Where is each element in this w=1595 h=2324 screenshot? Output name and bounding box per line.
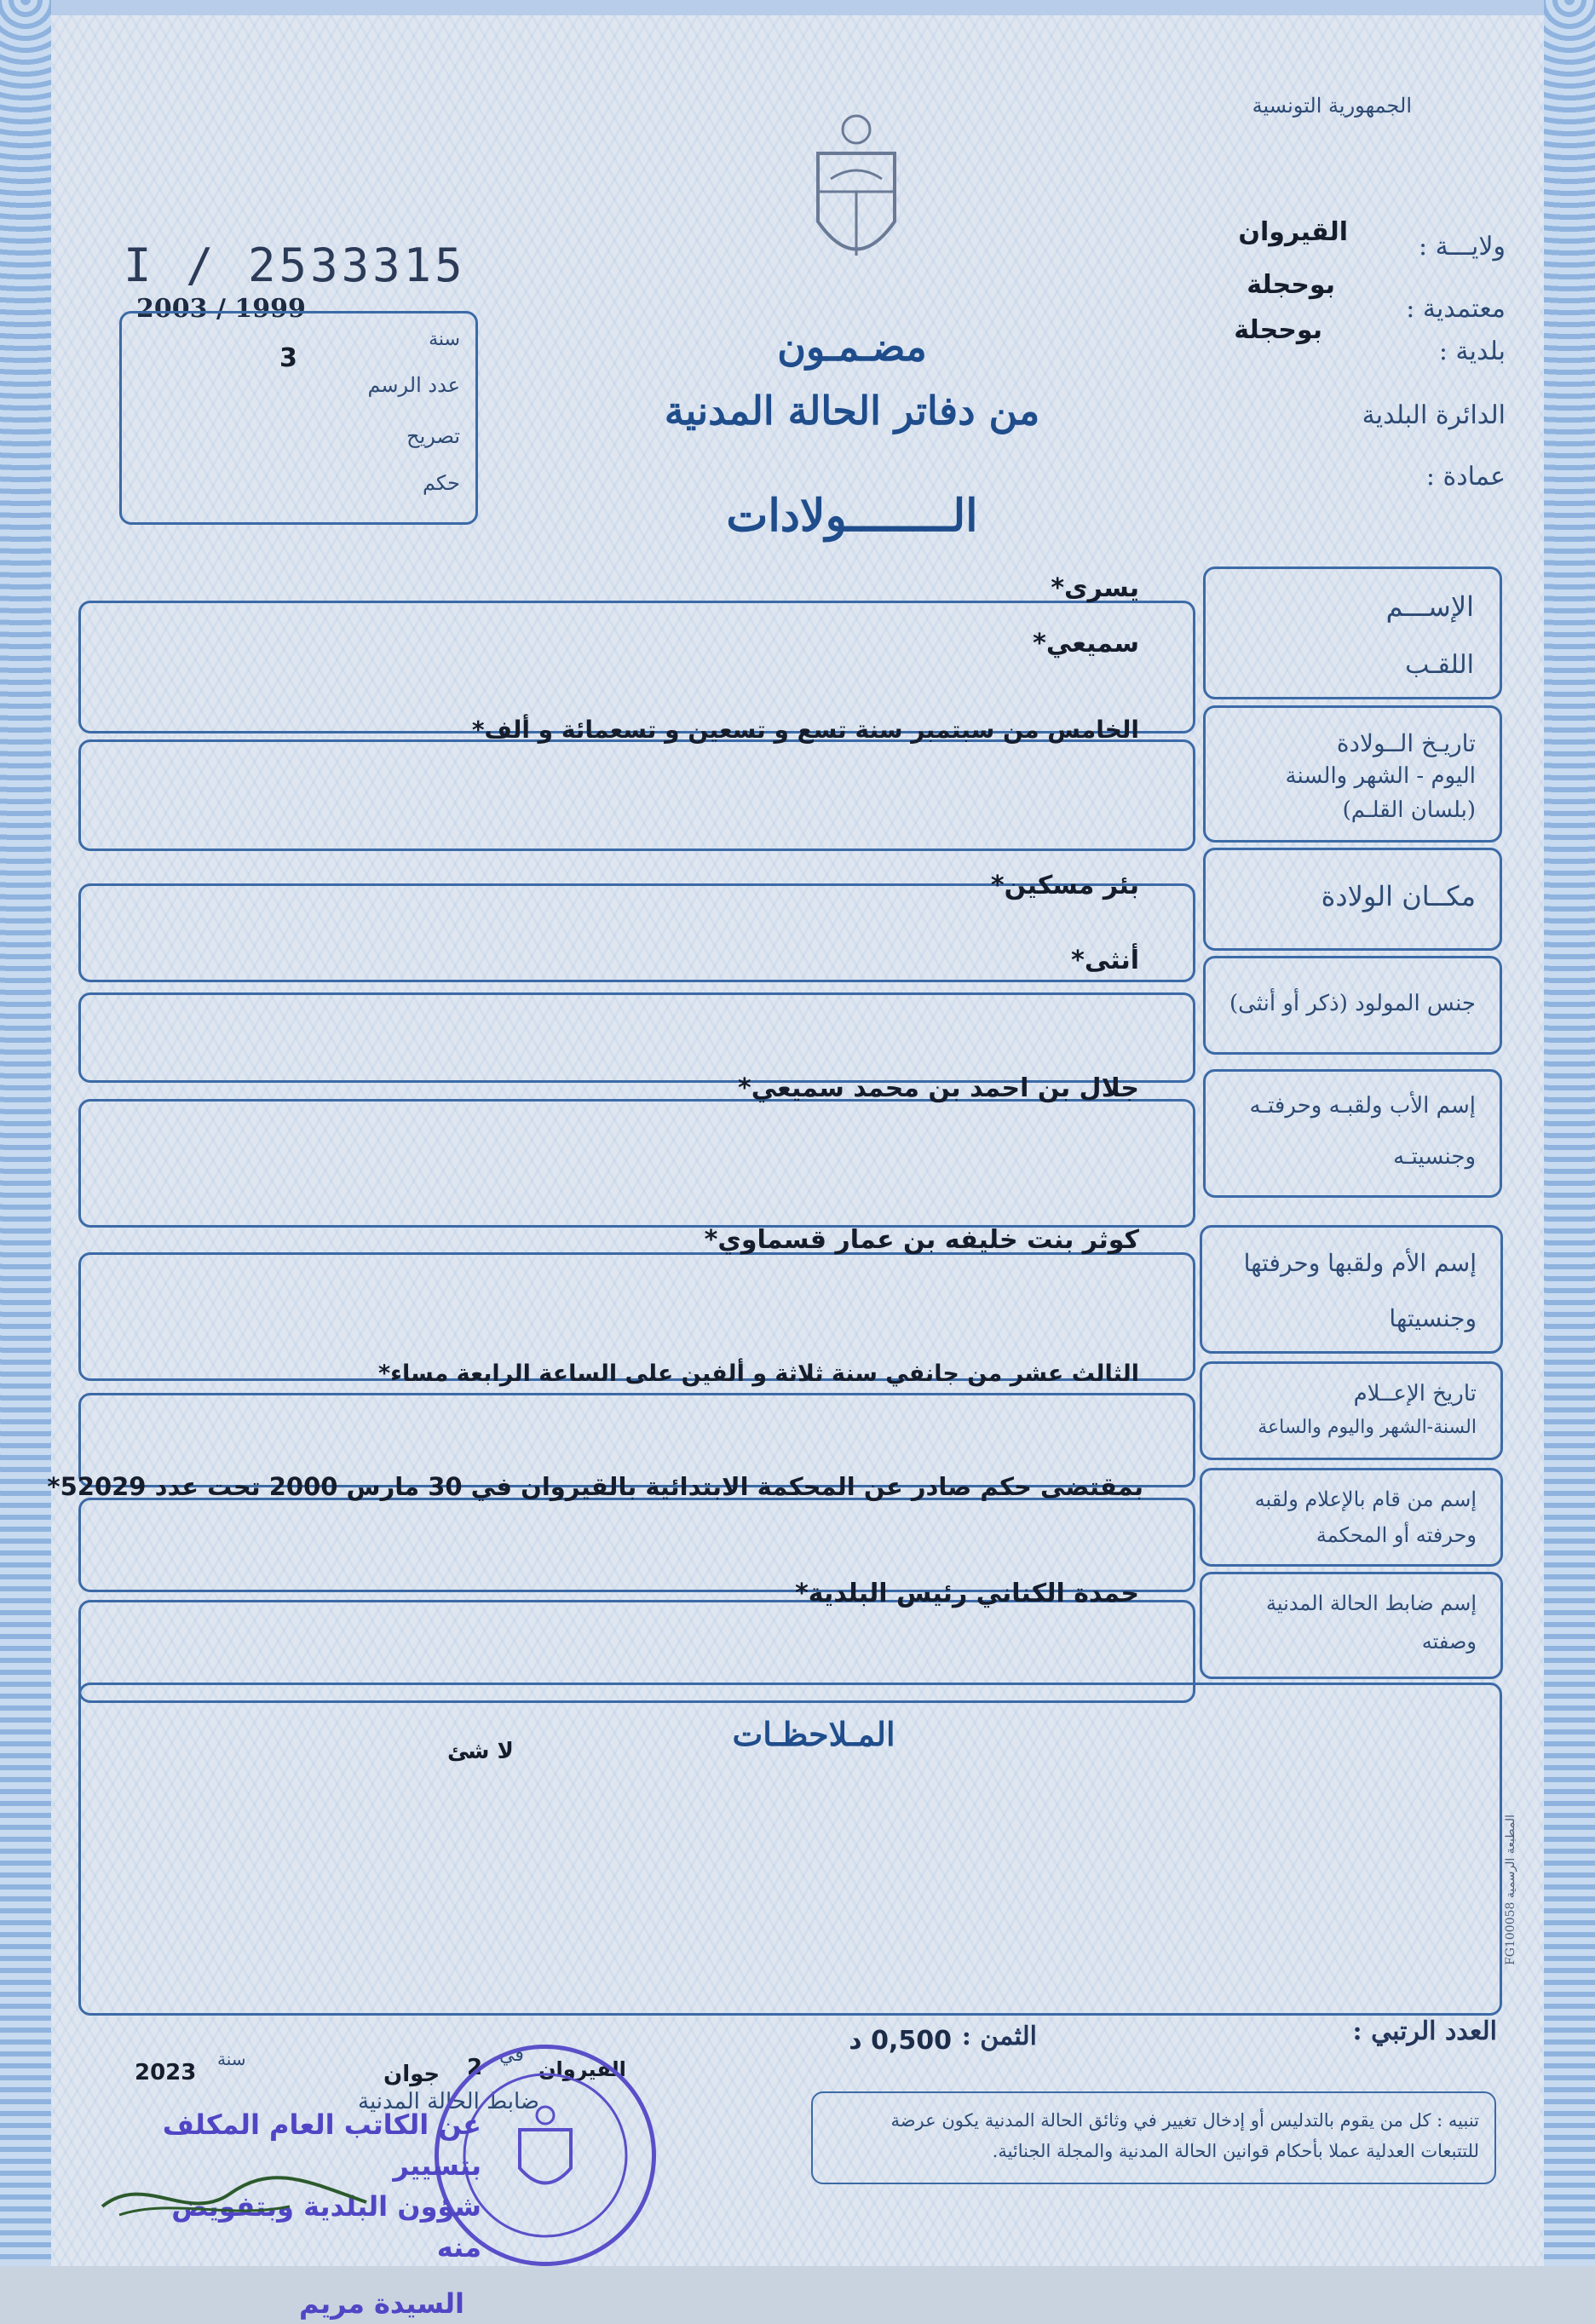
declaration-date-value: الثالث عشر من جانفي سنة ثلاثة و ألفين على الساعة الرابعة مساء*: [378, 1360, 1139, 1387]
registry-number-label: عدد الرسم: [367, 373, 460, 397]
printer-mark: [1500, 1815, 1534, 2010]
serial-rank-label: العدد الرتبي :: [1352, 2016, 1497, 2046]
father-value: جلال بن احمد بن محمد سميعي*: [738, 1073, 1139, 1103]
serial-number: I / 2533315: [124, 239, 466, 292]
mother-label-2: وجنسيتها: [1389, 1304, 1477, 1332]
declaration-date-label: تاريخ الإعــلام: [1353, 1381, 1477, 1406]
officer-value: حمدة الكناني رئيس البلدية*: [795, 1579, 1139, 1608]
mother-label: إسم الأم ولقبها وحرفتها: [1243, 1249, 1477, 1277]
first-name-value: يسرى*: [1051, 573, 1139, 603]
section-title: الــــــــولادات: [726, 490, 978, 542]
birth-place-label-box: [1203, 848, 1502, 951]
surname-label: اللقـب: [1405, 650, 1474, 680]
warning-text: تنبيه : كل من يقوم بالتدليس أو إدخال تغيير في وثائق الحالة المدنية يكون عرضة للتتبعات العدلية عملا بأحكام قوانين الحالة المدنية والمجلة الجنائية.: [890, 2110, 1479, 2161]
decorative-border-left: [0, 0, 51, 2266]
wilaya-label: ولايـــة :: [1418, 232, 1506, 262]
baladiya-value: بوحجلة: [1234, 315, 1322, 345]
price-label: الثمن :: [961, 2022, 1037, 2051]
declarant-label-2: وحرفته أو المحكمة: [1316, 1523, 1477, 1547]
sex-label-box: [1203, 956, 1502, 1055]
declaration-date-sublabel: السنة-الشهر واليوم والساعة: [1258, 1417, 1477, 1438]
stamp-line-3: السيدة مريم: [299, 2287, 464, 2320]
warning-box: [811, 2091, 1496, 2184]
document-subtitle: من دفاتر الحالة المدنية: [664, 388, 1040, 434]
name-label-box: [1203, 567, 1502, 699]
officer-label-box: [1200, 1572, 1503, 1679]
sex-label: جنس المولود (ذكر أو أنثى): [1229, 991, 1476, 1016]
first-name-label: الإســـم: [1385, 590, 1474, 623]
officer-label-2: وصفته: [1421, 1630, 1477, 1654]
sex-value: أنثى*: [1071, 946, 1139, 975]
father-label-2: وجنسيتـه: [1393, 1144, 1476, 1170]
month-value: جوان: [383, 2062, 440, 2087]
birth-date-value: الخامس من سبتمبر سنة تسع و تسعين و تسعمائة و ألف*: [471, 716, 1139, 744]
day-value: 2: [467, 2055, 483, 2080]
declarant-value: بمقتضى حكم صادر عن المحكمة الابتدائية بالقيروان في 30 مارس 2000 تحت عدد 52029*: [47, 1472, 1143, 1501]
father-label-box: [1203, 1069, 1502, 1198]
year-value: 2023: [135, 2060, 197, 2085]
remarks-box: [78, 1683, 1502, 2016]
decorative-border-right: [1544, 0, 1595, 2266]
republic-label: الجمهورية التونسية: [1252, 94, 1412, 118]
name-value-box: [78, 601, 1195, 733]
remarks-title: المـلاحظـات: [732, 1715, 895, 1753]
declarant-label: إسم من قام بالإعلام ولقبه: [1254, 1487, 1477, 1511]
judgment-label: حكم: [422, 471, 460, 495]
mother-value: كوثر بنت خليفه بن عمار قسماوي*: [704, 1225, 1139, 1255]
printer-text: المطبعة الرسمية FG100058: [1504, 1815, 1517, 1965]
birth-date-label-box: [1203, 705, 1502, 843]
birth-date-sublabel: اليوم - الشهر والسنة: [1285, 763, 1476, 789]
birth-place-value: بئر مسكين*: [990, 871, 1139, 900]
wilaya-value: القيروان: [1238, 217, 1348, 247]
father-value-box: [78, 1099, 1195, 1228]
baladiya-label: بلدية :: [1438, 337, 1506, 366]
father-label: إسم الأب ولقبـه وحرفتـه: [1249, 1093, 1476, 1119]
mother-label-box: [1200, 1225, 1503, 1354]
mutamadiya-value: بوحجلة: [1247, 270, 1335, 300]
decorative-border-top: [0, 0, 1595, 15]
stamp-line-2: شؤون البلدية وبتفويض منه: [171, 2190, 481, 2264]
registry-year-label: سنة: [429, 329, 460, 350]
remarks-value: لا شئ: [447, 1739, 514, 1764]
registry-number-value: 3: [279, 343, 297, 373]
year-label: سنة: [217, 2049, 246, 2069]
officer-label: إسم ضابط الحالة المدنية: [1266, 1591, 1477, 1615]
birth-place-label: مكــان الولادة: [1321, 880, 1476, 912]
birth-date-label: تاريـخ الــولادة: [1336, 729, 1476, 757]
day-label: في: [499, 2045, 524, 2066]
declaration-date-label-box: [1200, 1361, 1503, 1460]
daira-label: الدائرة البلدية: [1362, 400, 1506, 430]
tunisia-coat-of-arms: [801, 111, 912, 281]
registry-years: 2003 / 1999: [136, 294, 306, 324]
declaration-label: تصريح: [406, 424, 460, 448]
declarant-label-box: [1200, 1468, 1503, 1567]
stamp-line-1: عن الكاتب العام المكلف بتسيير: [162, 2108, 481, 2182]
officer-signature-label: ضابط الحالة المدنية: [358, 2089, 540, 2114]
omada-label: عمادة :: [1425, 462, 1506, 492]
mutamadiya-label: معتمدية :: [1406, 294, 1506, 324]
sex-value-box: [78, 992, 1195, 1083]
surname-value: سميعي*: [1033, 629, 1139, 659]
document-title: مضـمـون: [777, 324, 927, 370]
birth-date-note: (بلسان القلـم): [1342, 797, 1476, 823]
price-value: 0,500 د: [849, 2026, 952, 2056]
signature: [94, 2155, 375, 2232]
place-value: القيروان: [538, 2057, 626, 2081]
registry-box: [119, 311, 478, 525]
birth-date-value-box: [78, 739, 1195, 851]
